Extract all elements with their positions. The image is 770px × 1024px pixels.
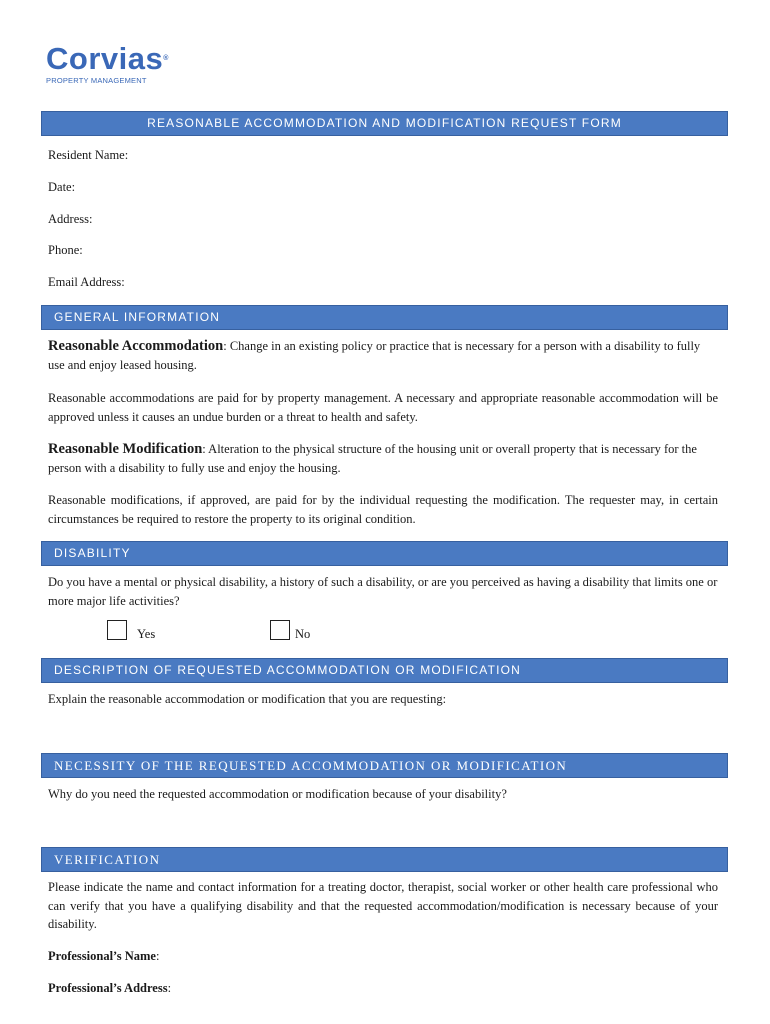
accommodation-payment-text: Reasonable accommodations are paid for by property management. A necessary and appropriate reasonable accommodation will be approved unless it causes an undue burden or a threat to health and safety. [48, 391, 718, 424]
logo-trademark: ® [163, 55, 169, 62]
date-field[interactable]: Date: [48, 180, 76, 194]
logo-wordmark: Corvias [46, 41, 164, 76]
resident-name-field[interactable]: Resident Name: [48, 148, 129, 162]
form-title: REASONABLE ACCOMMODATION AND MODIFICATION REQUEST FORM [147, 116, 622, 130]
yes-checkbox[interactable] [107, 620, 127, 640]
logo-subtitle: PROPERTY MANAGEMENT [46, 76, 147, 85]
modification-payment-text: Reasonable modifications, if approved, are paid for by the individual requesting the modification. The requester may, in certain circumstances be required to restore the property to its original condition. [48, 493, 718, 526]
disability-header: DISABILITY [41, 541, 728, 566]
verification-header: VERIFICATION [41, 847, 728, 872]
no-label: No [295, 627, 311, 641]
verification-instructions: Please indicate the name and contact information for a treating doctor, therapist, social worker or other health care professional who can verify that you have a qualifying disability and that the requested accommodation/modification is necessary because of your disability. [48, 880, 718, 931]
corvias-logo [46, 41, 169, 85]
address-field[interactable]: Address: [48, 212, 93, 226]
description-header: DESCRIPTION OF REQUESTED ACCOMMODATION OR MODIFICATION [41, 658, 728, 683]
email-address-field[interactable]: Email Address: [48, 275, 125, 289]
professional-name-field[interactable]: Professional’s Name: [48, 949, 160, 963]
reasonable-modification-definition: Reasonable Modification: Alteration to the physical structure of the housing unit or overall property that is necessary for the person with a disability to fully use and enjoy the housing. [48, 441, 697, 475]
reasonable-accommodation-definition: Reasonable Accommodation: Change in an existing policy or practice that is necessary for a person with a disability to fully use and enjoy leased housing. [48, 338, 701, 372]
phone-field[interactable]: Phone: [48, 243, 83, 257]
description-prompt: Explain the reasonable accommodation or modification that you are requesting: [48, 692, 447, 706]
no-checkbox[interactable] [270, 620, 290, 640]
reasonable-accommodation-term: Reasonable Accommodation [48, 338, 224, 354]
general-information-header: GENERAL INFORMATION [41, 305, 728, 330]
necessity-header: NECESSITY OF THE REQUESTED ACCOMMODATION OR MODIFICATION [41, 753, 728, 778]
necessity-prompt: Why do you need the requested accommodation or modification because of your disability? [48, 787, 507, 801]
yes-label: Yes [137, 627, 156, 641]
form-title-bar [41, 111, 728, 136]
professional-address-field[interactable]: Professional’s Address: [48, 981, 172, 995]
disability-question: Do you have a mental or physical disability, a history of such a disability, or are you perceived as having a disability that limits one or more major life activities? [48, 575, 718, 608]
reasonable-modification-term: Reasonable Modification [48, 441, 203, 457]
